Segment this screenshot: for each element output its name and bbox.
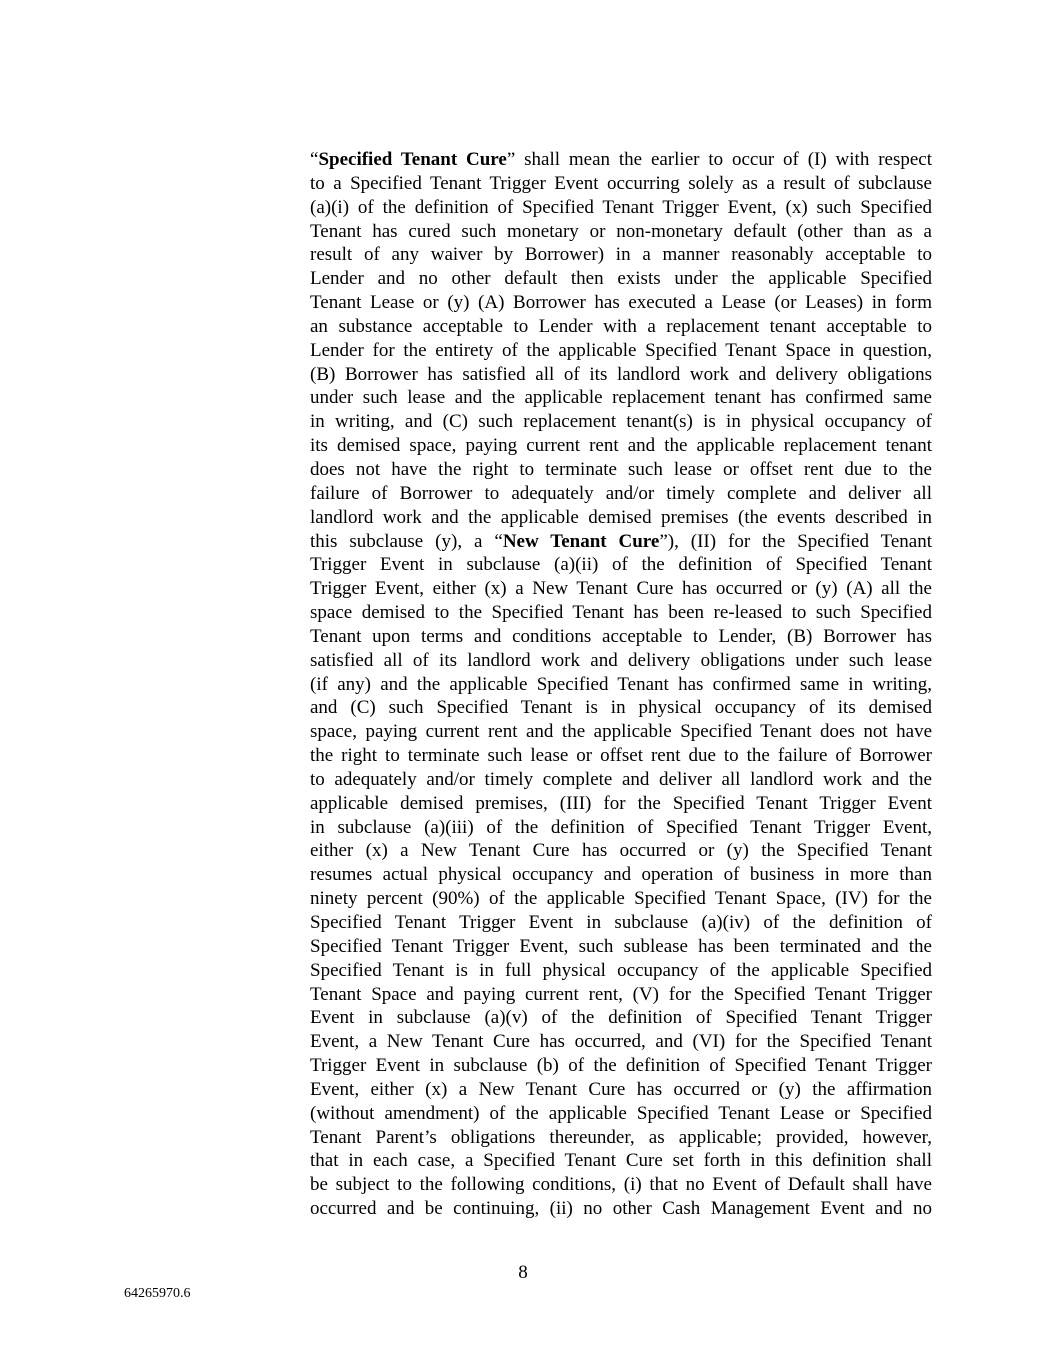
paragraph-line: applicable demised premises, (III) for the Specified Tenant Trigger Event	[310, 792, 932, 814]
paragraph-line: Specified Tenant is in full physical occupancy of the applicable Specified	[310, 959, 932, 981]
paragraph-line: space, paying current rent and the applicable Specified Tenant does not have	[310, 721, 932, 743]
paragraph-line: Tenant Lease or (y) (A) Borrower has executed a Lease (or Leases) in form	[310, 292, 932, 314]
line-text: “	[310, 149, 319, 170]
paragraph-line: Lender for the entirety of the applicable Specified Tenant Space in question,	[310, 339, 932, 361]
paragraph-line: (if any) and the applicable Specified Tenant has confirmed same in writing,	[310, 673, 932, 695]
paragraph-line: in subclause (a)(iii) of the definition of Specified Tenant Trigger Event,	[310, 816, 932, 838]
paragraph-line: failure of Borrower to adequately and/or timely complete and deliver all	[310, 482, 932, 504]
document-id: 64265970.6	[124, 1286, 191, 1301]
paragraph-line: landlord work and the applicable demised premises (the events described in	[310, 506, 932, 528]
defined-term: Specified Tenant Cure	[318, 149, 507, 170]
paragraph-line: resumes actual physical occupancy and operation of business in more than	[310, 864, 932, 886]
paragraph-line: and (C) such Specified Tenant is in physical occupancy of its demised	[310, 697, 932, 719]
paragraph-line: to adequately and/or timely complete and deliver all landlord work and the	[310, 768, 932, 790]
paragraph-line	[310, 530, 932, 554]
line-text: ” shall mean the earlier to occur of (I) with respect	[506, 149, 932, 170]
paragraph-line: result of any waiver by Borrower) in a manner reasonably acceptable to	[310, 244, 932, 266]
paragraph-line: (without amendment) of the applicable Specified Tenant Lease or Specified	[310, 1102, 932, 1124]
paragraph-line: Trigger Event in subclause (b) of the definition of Specified Tenant Trigger	[310, 1055, 932, 1077]
page-number: 8	[518, 1262, 528, 1283]
definition-paragraph	[310, 148, 932, 1221]
paragraph-line: satisfied all of its landlord work and delivery obligations under such lease	[310, 649, 932, 671]
paragraph-line: its demised space, paying current rent and the applicable replacement tenant	[310, 435, 932, 457]
paragraph-line: Lender and no other default then exists under the applicable Specified	[310, 268, 932, 290]
paragraph-line: Trigger Event in subclause (a)(ii) of the definition of Specified Tenant	[310, 554, 932, 576]
paragraph-line	[310, 148, 932, 172]
paragraph-line: Tenant upon terms and conditions acceptable to Lender, (B) Borrower has	[310, 625, 932, 647]
paragraph-line: to a Specified Tenant Trigger Event occurring solely as a result of subclause	[310, 172, 932, 194]
paragraph-line: either (x) a New Tenant Cure has occurred or (y) the Specified Tenant	[310, 840, 932, 862]
paragraph-line: Specified Tenant Trigger Event, such sublease has been terminated and the	[310, 935, 932, 957]
paragraph-line: (B) Borrower has satisfied all of its landlord work and delivery obligations	[310, 363, 932, 385]
paragraph-line: Event, a New Tenant Cure has occurred, and (VI) for the Specified Tenant	[310, 1031, 932, 1053]
defined-term: New Tenant Cure	[502, 530, 660, 552]
paragraph-line: occurred and be continuing, (ii) no other Cash Management Event and no	[310, 1198, 932, 1220]
paragraph-line: Tenant Space and paying current rent, (V) for the Specified Tenant Trigger	[310, 983, 932, 1005]
paragraph-line: Event, either (x) a New Tenant Cure has occurred or (y) the affirmation	[310, 1078, 932, 1100]
paragraph-line: an substance acceptable to Lender with a replacement tenant acceptable to	[310, 315, 932, 337]
paragraph-line: that in each case, a Specified Tenant Cure set forth in this definition shall	[310, 1150, 932, 1172]
line-text: this subclause (y), a “	[310, 530, 503, 552]
paragraph-line: under such lease and the applicable replacement tenant has confirmed same	[310, 387, 932, 409]
paragraph-line: in writing, and (C) such replacement tenant(s) is in physical occupancy of	[310, 411, 932, 433]
paragraph-line: does not have the right to terminate such lease or offset rent due to the	[310, 458, 932, 480]
paragraph-line: Specified Tenant Trigger Event in subclause (a)(iv) of the definition of	[310, 912, 932, 933]
paragraph-line: space demised to the Specified Tenant has been re-leased to such Specified	[310, 602, 932, 624]
paragraph-line: Tenant Parent’s obligations thereunder, as applicable; provided, however,	[310, 1126, 932, 1148]
paragraph-line: ninety percent (90%) of the applicable Specified Tenant Space, (IV) for the	[310, 888, 932, 910]
paragraph-line: the right to terminate such lease or offset rent due to the failure of Borrower	[310, 745, 932, 767]
paragraph-line: (a)(i) of the definition of Specified Tenant Trigger Event, (x) such Specified	[310, 196, 932, 218]
paragraph-line: Event in subclause (a)(v) of the definition of Specified Tenant Trigger	[310, 1007, 932, 1029]
line-text: ”), (II) for the Specified Tenant	[659, 530, 932, 552]
paragraph-line: Trigger Event, either (x) a New Tenant Cure has occurred or (y) (A) all the	[310, 578, 932, 600]
paragraph-line: Tenant has cured such monetary or non-monetary default (other than as a	[310, 220, 932, 242]
paragraph-line: be subject to the following conditions, (i) that no Event of Default shall have	[310, 1174, 932, 1196]
